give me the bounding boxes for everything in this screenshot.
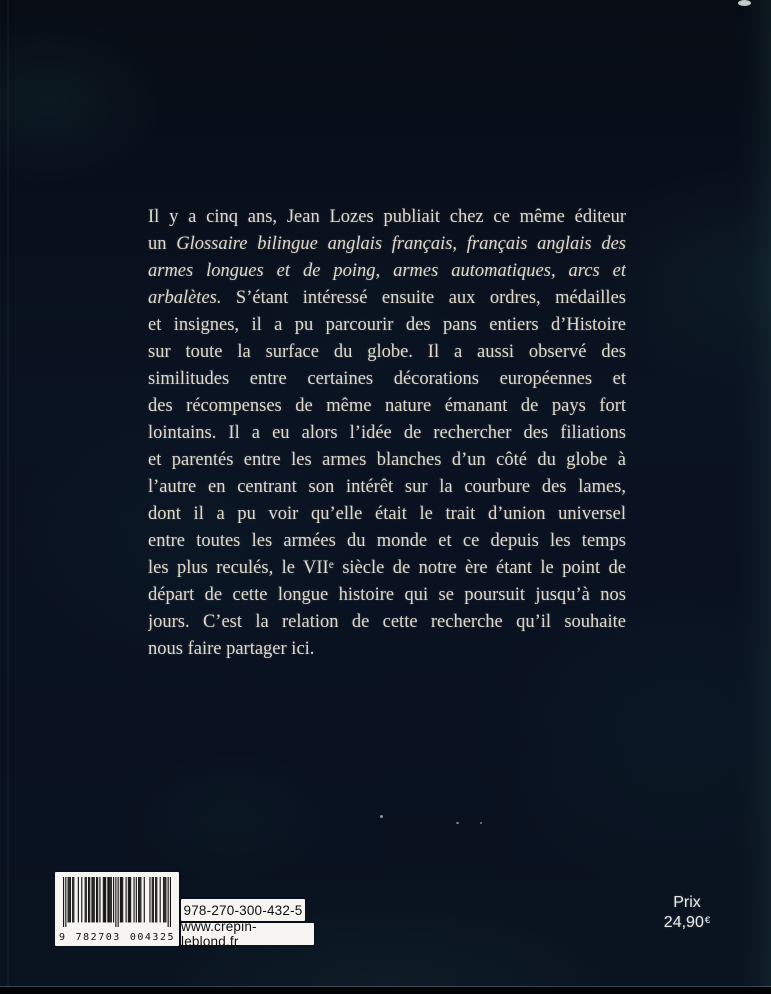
blurb-line: sur toute la surface du globe. Il a aussi observé des xyxy=(148,342,626,362)
blurb-line: et parentés entre les armes blanches d’un côté du globe à xyxy=(148,450,626,470)
blurb-line: nous faire partager ici. xyxy=(148,639,315,659)
barcode-digits xyxy=(59,932,175,943)
scan-artifact-speck xyxy=(480,822,482,824)
blurb-line: les plus reculés, le VIIe siècle de notre ère étant le point de xyxy=(148,558,626,578)
price-label: Prix xyxy=(673,894,701,911)
blurb-line: entre toutes les armées du monde et ce depuis les temps xyxy=(148,531,626,551)
blurb-line: dont il a pu voir qu’elle était le trait d’union universel xyxy=(148,504,626,524)
blurb-line: arbalètes. S’étant intéressé ensuite aux ordres, médailles xyxy=(148,288,626,308)
scan-artifact-speck xyxy=(456,822,459,824)
isbn-label xyxy=(181,899,305,921)
blurb-line: armes longues et de poing, armes automatiques, arcs et xyxy=(148,261,626,281)
price-value: 24,90€ xyxy=(663,914,711,931)
right-edge-texture xyxy=(737,0,771,994)
blurb-line: l’autre en centrant son intérêt sur la courbure des lames, xyxy=(148,477,626,497)
blurb-paragraph xyxy=(148,204,626,663)
blurb-line: un Glossaire bilingue anglais français, français anglais des xyxy=(148,234,626,254)
euro-sign: € xyxy=(704,914,711,926)
blurb-line: des récompenses de même nature émanant de pays fort xyxy=(148,396,626,416)
barcode-digit-group1: 782703 xyxy=(75,932,121,943)
blurb-line: départ de cette longue histoire qui se poursuit jusqu’à nos xyxy=(148,585,626,605)
isbn-text: 978-270-300-432-5 xyxy=(183,902,303,918)
price-block xyxy=(632,893,742,935)
publisher-website-label xyxy=(181,919,314,949)
barcode-digit-prefix: 9 xyxy=(59,932,67,943)
barcode-bars xyxy=(63,877,171,927)
barcode xyxy=(55,872,179,946)
blurb-line: jours. C’est la relation de cette recherche qu’il souhaite xyxy=(148,612,626,632)
website-text: www.crepin-leblond.fr xyxy=(181,919,257,949)
scan-artifact-speck xyxy=(380,815,383,818)
left-edge-line xyxy=(7,0,9,994)
scan-artifact-speck xyxy=(738,0,751,6)
blurb-line: et insignes, il a pu parcourir des pans entiers d’Histoire xyxy=(148,315,626,335)
blurb-line: lointains. Il a eu alors l’idée de rechercher des filiations xyxy=(148,423,626,443)
blurb-line: Il y a cinq ans, Jean Lozes publiait chez ce même éditeur xyxy=(148,207,626,227)
blurb-line: similitudes entre certaines décorations européennes et xyxy=(148,369,626,389)
bottom-scan-band xyxy=(0,987,771,994)
barcode-digit-group2: 004325 xyxy=(129,932,175,943)
